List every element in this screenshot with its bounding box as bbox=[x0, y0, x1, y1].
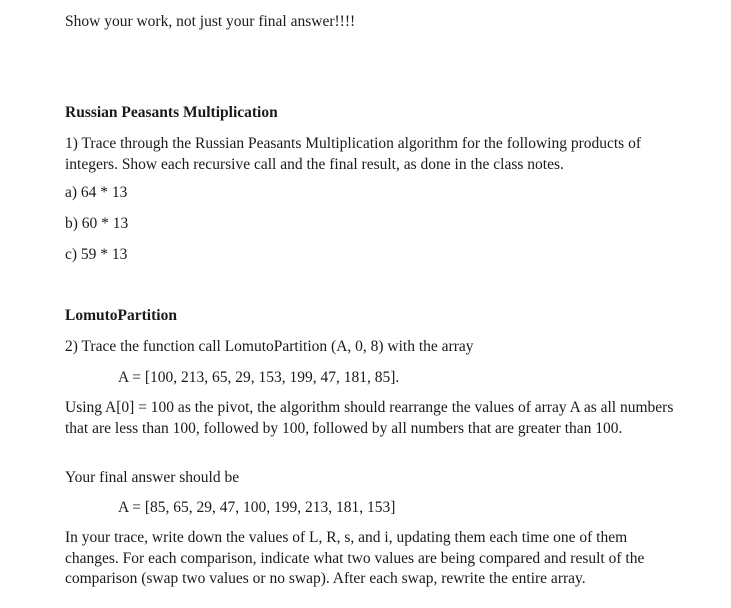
section2-question: 2) Trace the function call LomutoPartition (A, 0, 8) with the array bbox=[65, 338, 474, 355]
pivot-explanation: Using A[0] = 100 as the pivot, the algorithm should rearrange the values of array A as all numbers that are less than 100, followed by 100, followed by all numbers that are greater than 100. bbox=[65, 399, 674, 437]
final-array: A = [85, 65, 29, 47, 100, 199, 213, 181, 153] bbox=[118, 499, 396, 516]
section2-heading: LomutoPartition bbox=[65, 307, 177, 324]
section1-question: 1) Trace through the Russian Peasants Multiplication algorithm for the following products of integers. Show each recursive call and the final result, as done in the class notes. bbox=[65, 135, 642, 173]
part-c: c) 59 * 13 bbox=[65, 246, 128, 263]
part-b: b) 60 * 13 bbox=[65, 215, 129, 232]
intro-instruction: Show your work, not just your final answer!!!! bbox=[65, 13, 356, 30]
section1-heading: Russian Peasants Multiplication bbox=[65, 104, 278, 121]
trace-instructions: In your trace, write down the values of L, R, s, and i, updating them each time one of them changes. For each comparison, indicate what two values are being compared and result of the comparison (swap two values or no swap). After each swap, rewrite the entire array. bbox=[65, 529, 645, 587]
final-answer-label: Your final answer should be bbox=[65, 469, 240, 486]
initial-array: A = [100, 213, 65, 29, 153, 199, 47, 181, 85]. bbox=[118, 369, 400, 386]
part-a: a) 64 * 13 bbox=[65, 184, 128, 201]
